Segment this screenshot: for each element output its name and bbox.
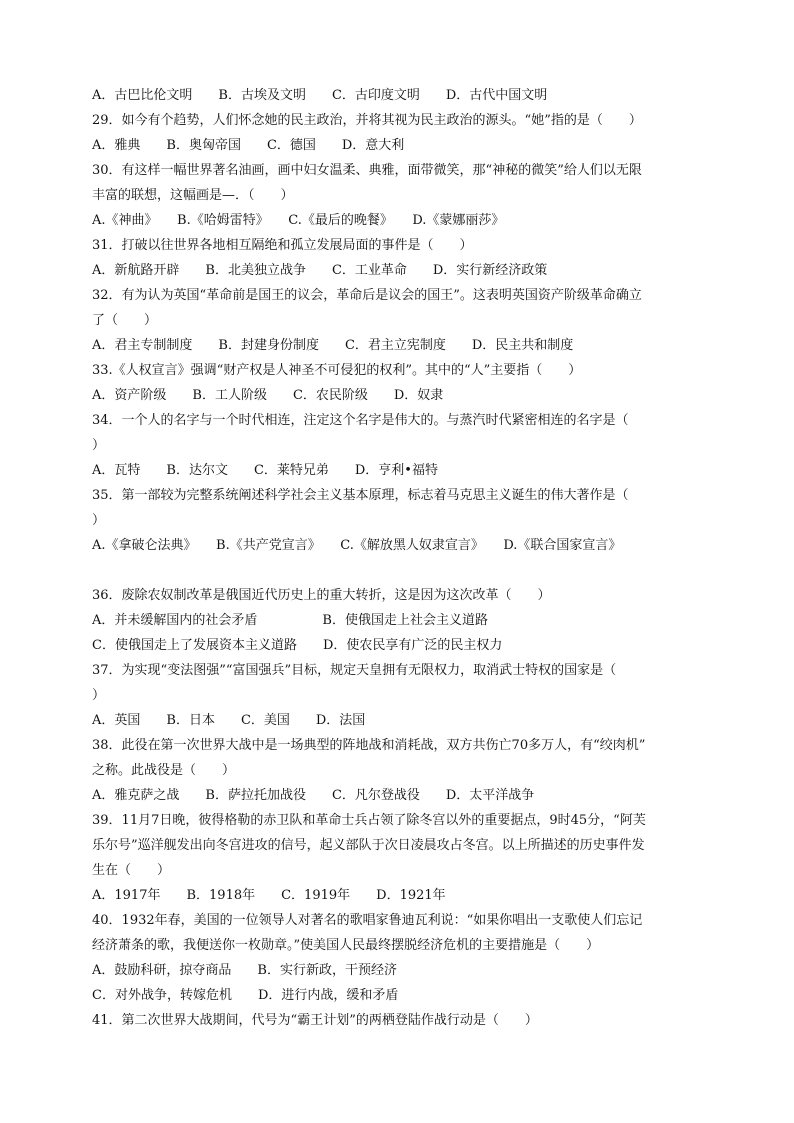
question-34-line-1: 34．一个人的名字与一个时代相连，注定这个名字是伟大的。与蒸汽时代紧密相连的名字是（ (92, 413, 629, 428)
question-30-line-2: 丰富的联想，这幅画是—．（ ） (92, 188, 294, 203)
question-32-line-2: 了（ ） (92, 313, 158, 328)
option-line-q35: A.《拿破仑法典》 B.《共产党宣言》 C.《解放黑人奴隶宣言》 D.《联合国家宣言》 (92, 538, 622, 553)
question-37-line-2: ） (92, 688, 106, 703)
question-38-line-2: 之称。此战役是（ ） (92, 763, 236, 778)
option-line-q34: A．瓦特 B．达尔文 C．莱特兄弟 D．亨利•福特 (92, 463, 438, 478)
question-32-line-1: 32．有为认为英国“革命前是国王的议会，革命后是议会的国王”。这表明英国资产阶级革命确立 (92, 288, 642, 303)
option-line-q36-cd: C．使俄国走上了发展资本主义道路 D．使农民享有广泛的民主权力 (92, 638, 503, 653)
question-30-line-1: 30．有这样一幅世界著名油画，画中妇女温柔、典雅，面带微笑，那“神秘的微笑”给人们以无限 (92, 163, 642, 178)
option-line-q39: A．1917年 B．1918年 C．1919年 D．1921年 (92, 888, 446, 903)
question-36: 36．废除农奴制改革是俄国近代历史上的重大转折，这是因为这次改革（ ） (92, 588, 551, 603)
option-line-q30: A.《神曲》 B.《哈姆雷特》 C.《最后的晚餐》 D.《蒙娜丽莎》 (92, 213, 505, 228)
question-39-line-1: 39．11月7日晚，彼得格勒的赤卫队和革命士兵占领了除冬宫以外的重要据点，9时45分，“阿芙 (92, 813, 646, 828)
option-line-q40-ab: A．鼓励科研，掠夺商品 B．实行新政，干预经济 (92, 963, 397, 978)
question-39-line-3: 生在（ ） (92, 863, 171, 878)
question-41: 41．第二次世界大战期间，代号为“霸王计划”的两栖登陆作战行动是（ ） (92, 1013, 538, 1028)
option-line-q33: A．资产阶级 B．工人阶级 C．农民阶级 D．奴隶 (92, 388, 444, 403)
question-40-line-2: 经济萧条的歌，我便送你一枚勋章。”使美国人民最终摆脱经济危机的主要措施是（ ） (92, 938, 600, 953)
option-line-q32: A．君主专制制度 B．封建身份制度 C．君主立宪制度 D．民主共和制度 (92, 338, 574, 353)
question-31: 31．打破以往世界各地相互隔绝和孤立发展局面的事件是（ ） (92, 238, 473, 253)
option-line-q28: A．古巴比伦文明 B．古埃及文明 C．古印度文明 D．古代中国文明 (92, 88, 548, 103)
question-34-line-2: ） (92, 438, 106, 453)
question-37-line-1: 37．为实现“变法图强”“富国强兵”目标，规定天皇拥有无限权力，取消武士特权的国家是（ (92, 663, 617, 678)
question-35-line-2: ） (92, 513, 106, 528)
question-40-line-1: 40．1932年春，美国的一位领导人对著名的歌唱家鲁迪瓦利说：“如果你唱出一支歌使人们忘记 (92, 913, 643, 928)
option-line-q36-ab: A．并未缓解国内的社会矛盾 B．使俄国走上社会主义道路 (92, 613, 488, 628)
option-line-q38: A．雅克萨之战 B．萨拉托加战役 C．凡尔登战役 D．太平洋战争 (92, 788, 535, 803)
question-35-line-1: 35．第一部较为完整系统阐述科学社会主义基本原理，标志着马克思主义诞生的伟大著作是（ (92, 488, 629, 503)
question-38-line-1: 38．此役在第一次世界大战中是一场典型的阵地战和消耗战，双方共伤亡70多万人，有“绞肉机” (92, 738, 646, 753)
question-33: 33.《人权宣言》强调“财产权是人神圣不可侵犯的权利”。其中的“人”主要指（ ） (92, 363, 582, 378)
question-29: 29．如今有个趋势，人们怀念她的民主政治，并将其视为民主政治的源头。“她”指的是（ ） (92, 113, 642, 128)
question-39-line-2: 乐尔号”巡洋舰发出向冬宫进攻的信号，起义部队于次日凌晨攻占冬宫。以上所描述的历史事件发 (92, 838, 645, 853)
option-line-q31: A．新航路开辟 B．北美独立战争 C．工业革命 D．实行新经济政策 (92, 263, 548, 278)
option-line-q29: A．雅典 B．奥匈帝国 C．德国 D．意大利 (92, 138, 405, 153)
option-line-q40-cd: C．对外战争，转嫁危机 D．进行内战，缓和矛盾 (92, 988, 399, 1003)
option-line-q37: A．英国 B．日本 C．美国 D．法国 (92, 713, 366, 728)
